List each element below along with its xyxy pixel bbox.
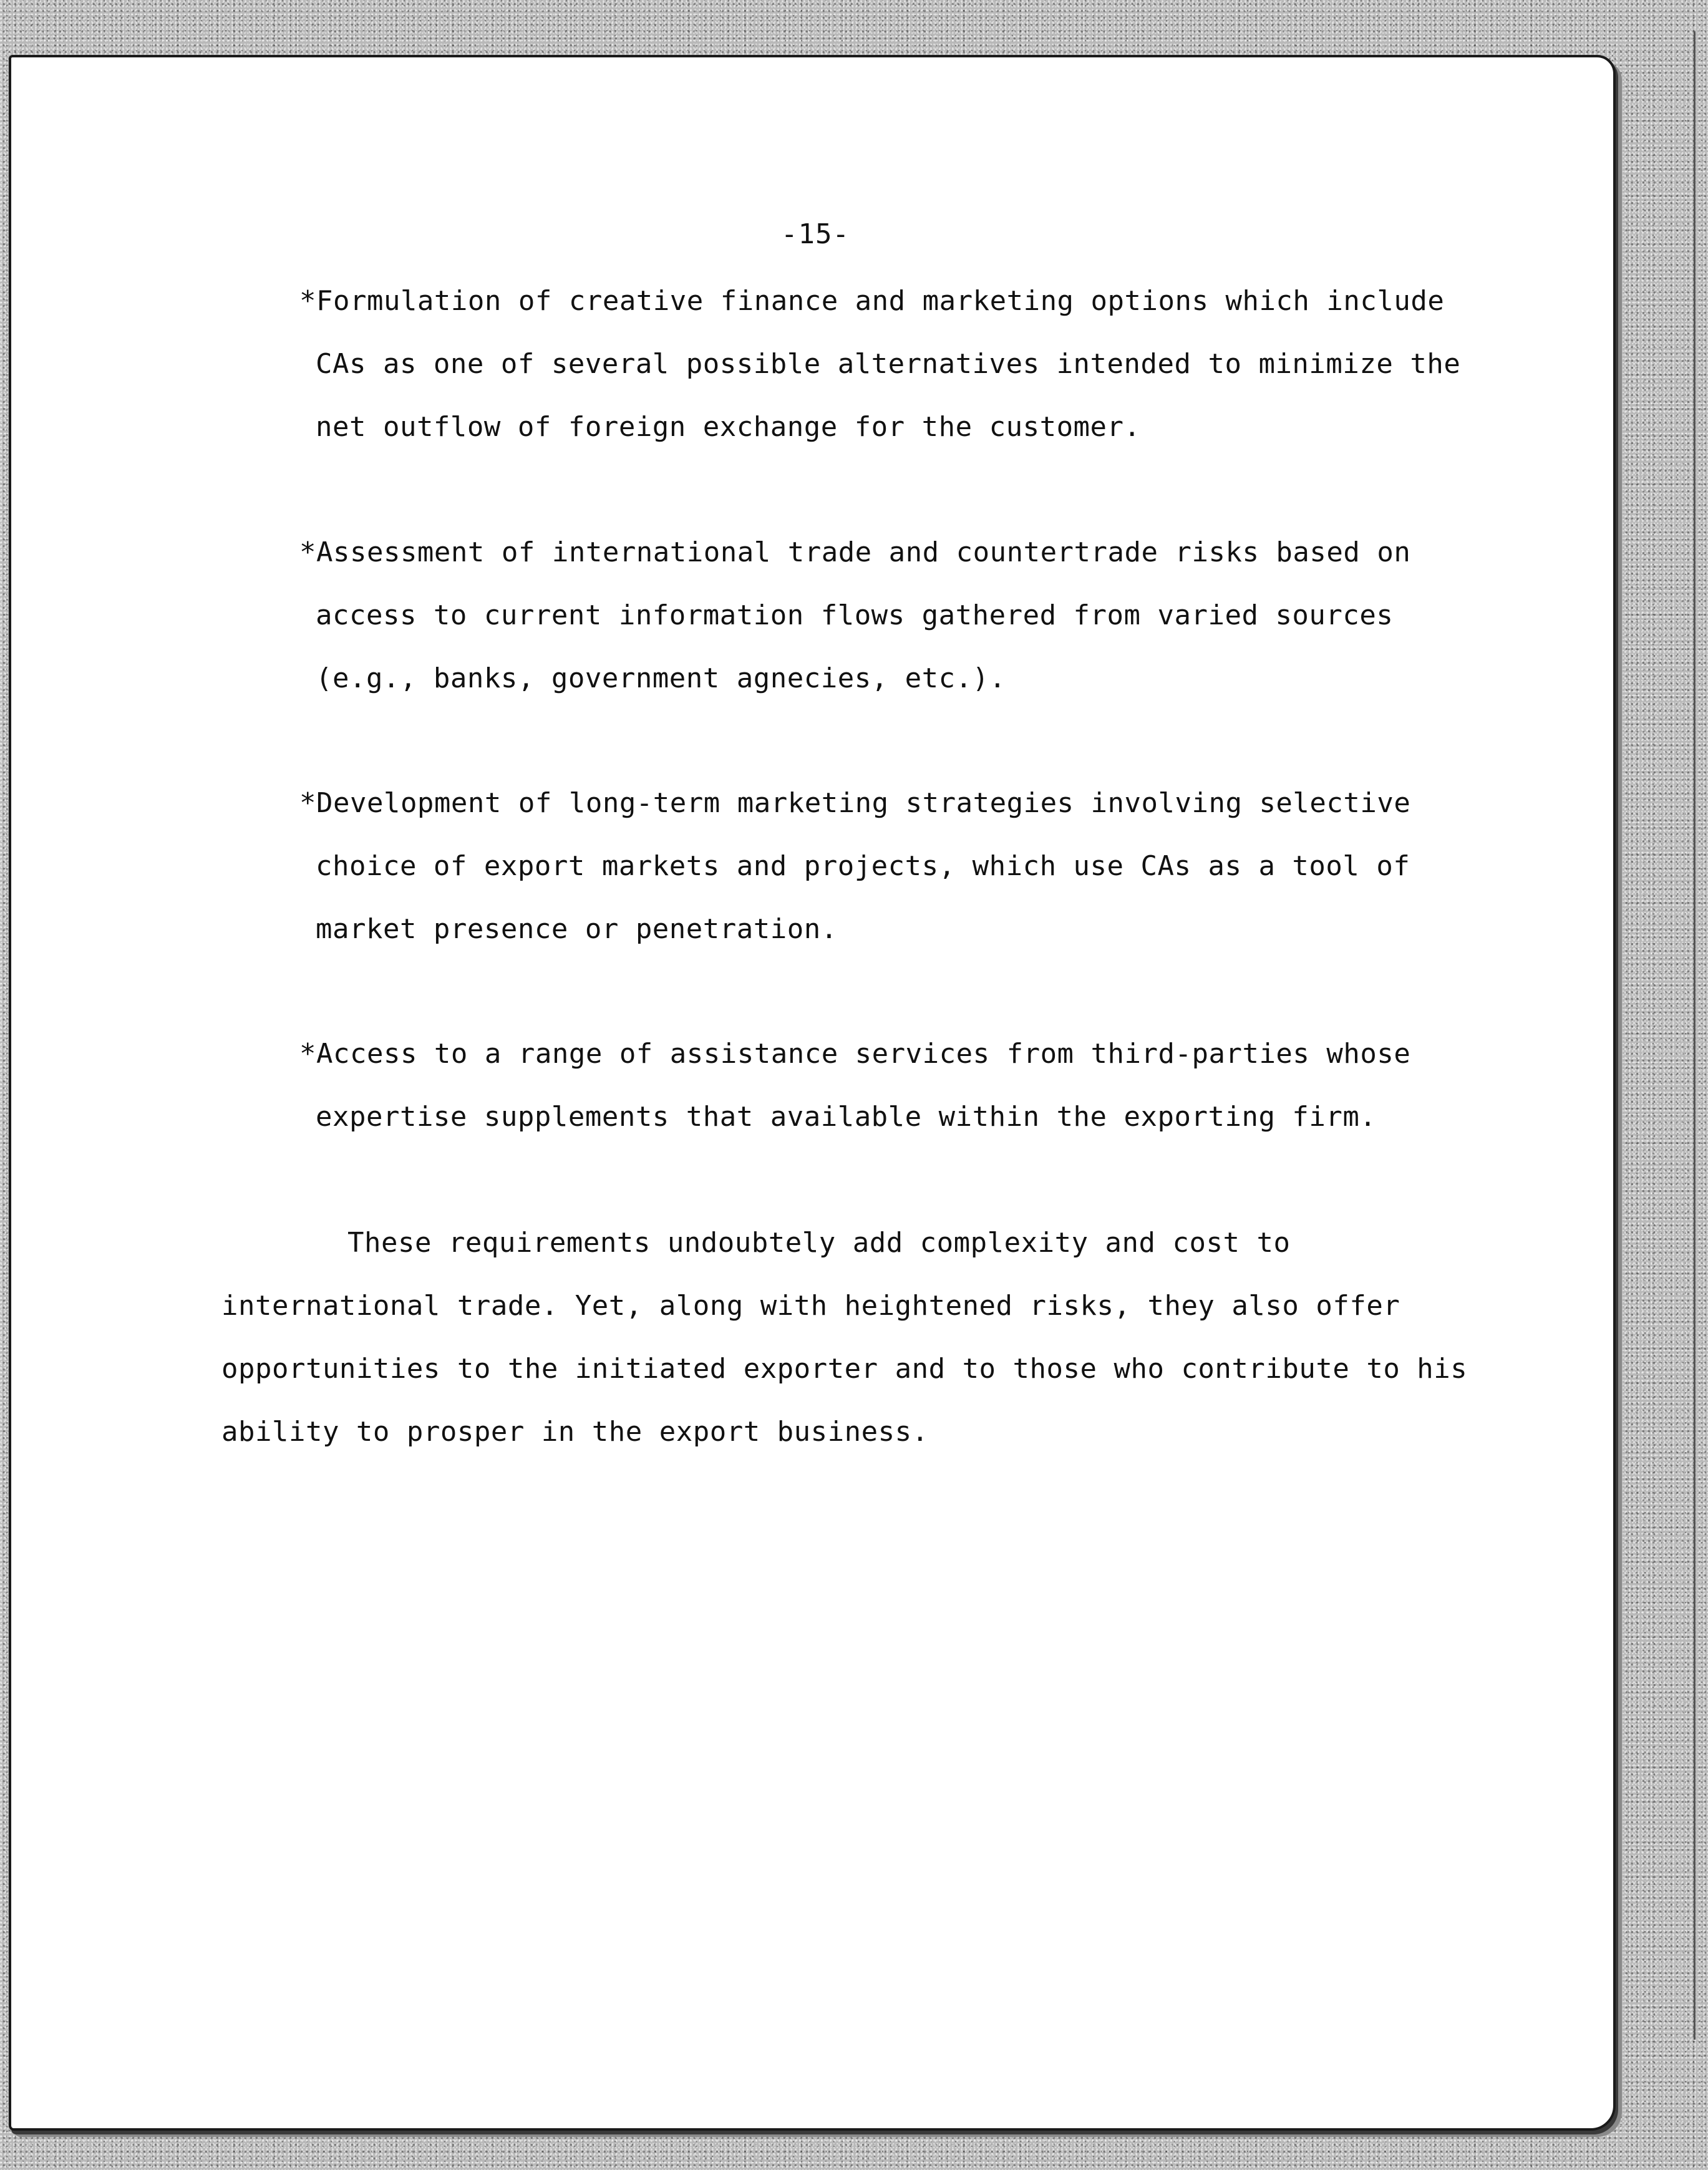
bullet-line: net outflow of foreign exchange for the customer.	[316, 411, 1141, 443]
paragraph-line: ability to prosper in the export business.	[221, 1416, 929, 1448]
bullet-line: market presence or penetration.	[316, 913, 838, 945]
bullet-line: expertise supplements that available within the exporting firm.	[316, 1101, 1377, 1133]
bullet-item	[299, 269, 1460, 458]
page-edge-line	[1687, 31, 1696, 2040]
bullet-line: choice of export markets and projects, which use CAs as a tool of	[316, 850, 1410, 882]
bullet-item	[299, 521, 1410, 710]
bullet-line: *Formulation of creative finance and marketing options which include	[299, 285, 1445, 317]
paragraph-line: These requirements undoubtely add complexity and cost to	[347, 1227, 1291, 1259]
page-number: -15-	[781, 218, 850, 250]
paragraph-line: international trade. Yet, along with heightened risks, they also offer	[221, 1290, 1400, 1322]
bullet-line: *Access to a range of assistance services from third-parties whose	[299, 1038, 1411, 1070]
bullet-line: *Development of long-term marketing strategies involving selective	[299, 787, 1411, 819]
bullet-line: CAs as one of several possible alternatives intended to minimize the	[316, 348, 1461, 380]
bullet-line: (e.g., banks, government agnecies, etc.).	[316, 662, 1006, 694]
closing-paragraph	[221, 1211, 1467, 1463]
bullet-line: *Assessment of international trade and countertrade risks based on	[299, 536, 1411, 568]
bullet-item	[299, 1022, 1410, 1148]
bullet-item	[299, 772, 1410, 961]
paragraph-line: opportunities to the initiated exporter and to those who contribute to his	[221, 1353, 1468, 1385]
bullet-line: access to current information flows gathered from varied sources	[316, 599, 1394, 631]
